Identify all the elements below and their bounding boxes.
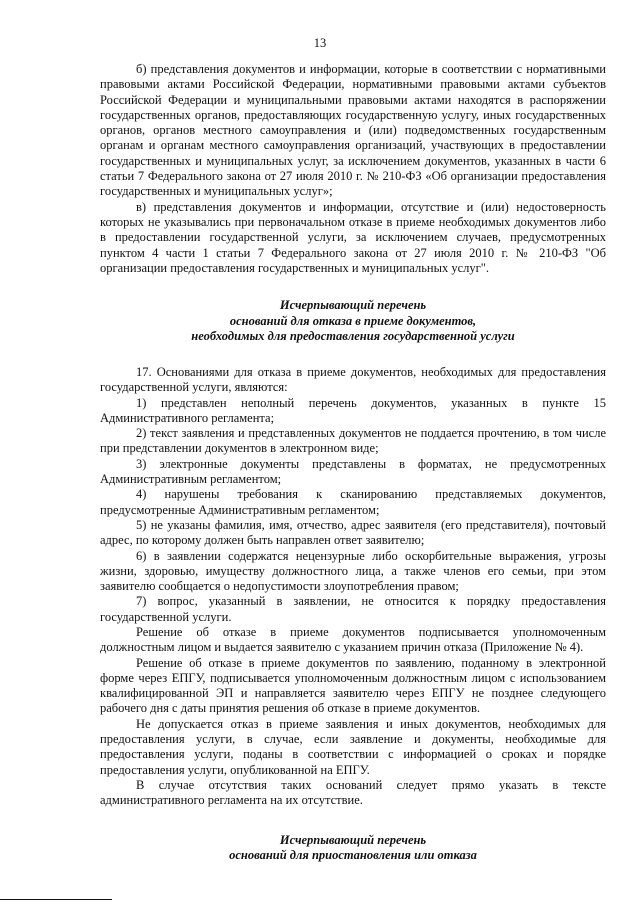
list-item: 4) нарушены требования к сканированию представляемых документов, предусмотренные Административным регламентом;	[100, 487, 606, 517]
list-item: 6) в заявлении содержатся нецензурные либо оскорбительные выражения, угрозы жизни, здоровью, имуществу должностного лица, а также членов его семьи, при этом заявителю сообщается о недопустимости злоупотребления правом;	[100, 548, 606, 594]
heading-line: оснований для приостановления или отказа	[229, 848, 477, 863]
section-heading	[100, 298, 606, 345]
heading-line: необходимых для предоставления государственной услуги	[191, 329, 515, 344]
page-number: 13	[313, 36, 327, 50]
section-heading	[100, 833, 606, 864]
heading-line: Исчерпывающий перечень	[279, 298, 427, 313]
heading-line: Исчерпывающий перечень	[279, 832, 427, 847]
paragraph: В случае отсутствия таких оснований следует прямо указать в тексте административного регламента на их отсутствие.	[100, 777, 606, 808]
list-item: 5) не указаны фамилия, имя, отчество, адрес заявителя (его представителя), почтовый адрес, по которому должен быть направлен ответ заявителю;	[100, 517, 606, 548]
list-item: 1) представлен неполный перечень документов, указанных в пункте 15 Административного регламента;	[100, 395, 606, 425]
footnote-divider	[0, 899, 112, 900]
paragraph: 17. Основаниями для отказа в приеме документов, необходимых для предоставления государственной услуги, являются:	[100, 364, 606, 395]
paragraph: Не допускается отказ в приеме заявления и иных документов, необходимых для предоставления услуги, в случае, если заявление и документы, необходимые для предоставления услуги, поданы в соответствии с информацией о сроках и порядке предоставления услуги, опубликованной на ЕПГУ.	[100, 716, 606, 777]
list-item: 2) текст заявления и представленных документов не поддается прочтению, в том числе при представлении документов в электронном виде;	[100, 426, 606, 456]
paragraph: в) представления документов и информации, отсутствие и (или) недостоверность которых не указывались при первоначальном отказе в приеме необходимых документов либо в предоставлении государственной услуги, за исключением случаев, предусмотренных пунктом 4 части 1 статьи 7 Федерального закона от 27 июля 2010 г. № 210-ФЗ "Об организации предоставления государственных и муниципальных услуг".	[100, 199, 606, 275]
paragraph: б) представления документов и информации, которые в соответствии с нормативными правовыми актами Российской Федерации, нормативными правовыми актами субъектов Российской Федерации и муниципальными правовыми актами находятся в распоряжении государственных органов, предоставляющих государственную услугу, иных государственных органов, органов местного самоуправления и (или) подведомственных государственным органам и органам местного самоуправления организаций, участвующих в предоставлении государственных и муниципальных услуг, за исключением документов, указанных в части 6 статьи 7 Федерального закона от 27 июля 2010 г. № 210-ФЗ «Об организации предоставления государственных и муниципальных услуг»;	[100, 62, 606, 199]
heading-line: оснований для отказа в приеме документов,	[229, 313, 477, 328]
list-item: 7) вопрос, указанный в заявлении, не относится к порядку предоставления государственной услуги.	[100, 594, 606, 624]
paragraph: Решение об отказе в приеме документов по заявлению, поданному в электронной форме через ЕПГУ, подписывается уполномоченным должностным лицом с использованием квалифицированной ЭП и направляется заявителю через ЕПГУ не позднее следующего рабочего дня с даты принятия решения об отказе в приеме документов.	[100, 655, 606, 716]
paragraph: Решение об отказе в приеме документов подписывается уполномоченным должностным лицом и выдается заявителю с указанием причин отказа (Приложение № 4).	[100, 624, 606, 655]
document-body	[100, 62, 606, 864]
list-item: 3) электронные документы представлены в форматах, не предусмотренных Административным регламентом;	[100, 456, 606, 487]
